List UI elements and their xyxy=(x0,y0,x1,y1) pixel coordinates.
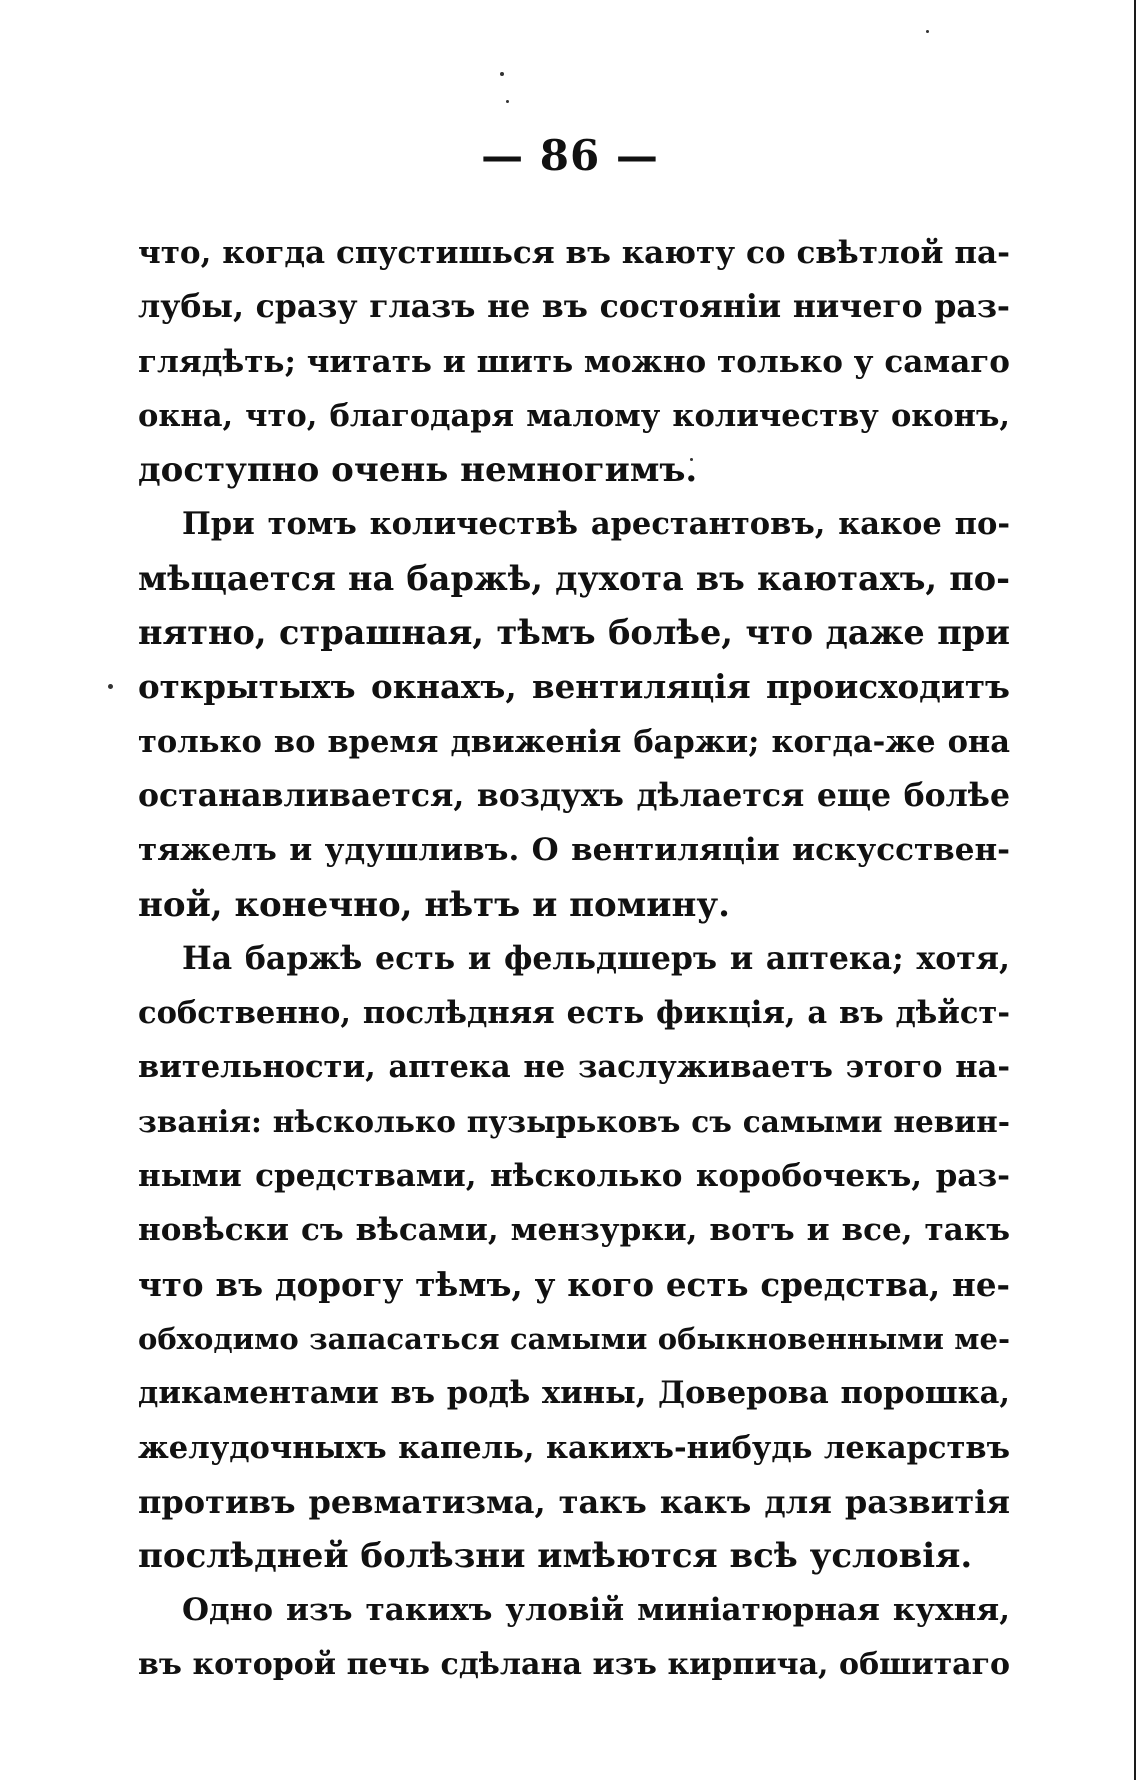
text-line: что, когда спустишься въ каюту со свѣтлой па- xyxy=(138,235,1010,271)
text-line: что въ дорогу тѣмъ, у кого есть средства, не- xyxy=(138,1264,1010,1304)
text-line: глядѣть; читать и шить можно только у самаго xyxy=(138,343,1010,380)
text-line: мѣщается на баржѣ, духота въ каютахъ, по- xyxy=(138,558,1010,598)
text-line: собственно, послѣдняя есть фикція, а въ дѣйст- xyxy=(138,995,1010,1032)
text-line: ными средствами, нѣсколько коробочекъ, раз- xyxy=(138,1158,1010,1195)
print-speck xyxy=(500,72,504,76)
text-line: вительности, аптека не заслуживаетъ этого на- xyxy=(138,1049,1010,1086)
text-line: въ которой печь сдѣлана изъ кирпича, обшитаго xyxy=(138,1646,1010,1682)
text-line: открытыхъ окнахъ, вентиляція происходитъ xyxy=(138,667,1010,707)
page-edge-line xyxy=(1134,0,1136,1780)
text-line: останавливается, воздухъ дѣлается еще болѣе xyxy=(138,776,1010,814)
text-line: тяжелъ и удушливъ. О вентиляціи искусствен- xyxy=(138,832,1010,869)
text-line: нятно, страшная, тѣмъ болѣе, что даже при xyxy=(138,613,1010,653)
text-line: послѣдней болѣзни имѣются всѣ условія. xyxy=(138,1536,973,1577)
text-line: Одно изъ такихъ уловій миніатюрная кухня, xyxy=(182,1592,1010,1629)
print-speck xyxy=(108,684,113,689)
text-line: дикаментами въ родѣ хины, Доверова порошка, xyxy=(138,1375,1010,1412)
text-line: желудочныхъ капель, какихъ-нибудь лекарствъ xyxy=(138,1429,1010,1466)
text-line: обходимо запасаться самыми обыкновенными ме- xyxy=(138,1321,1010,1356)
text-line: новѣски съ вѣсами, мензурки, вотъ и все, такъ xyxy=(138,1212,1010,1249)
text-line: только во время движенія баржи; когда-же она xyxy=(138,723,1010,760)
print-speck xyxy=(926,30,929,33)
text-line: окна, что, благодаря малому количеству оконъ, xyxy=(138,397,1010,434)
print-speck xyxy=(506,100,509,103)
text-line: лубы, сразу глазъ не въ состояніи ничего раз- xyxy=(138,288,1010,326)
text-line: званія: нѣсколько пузырьковъ съ самыми невин- xyxy=(138,1103,1010,1139)
page-number: — 86 — xyxy=(481,131,659,180)
text-line: При томъ количествѣ арестантовъ, какое по- xyxy=(182,506,1010,543)
text-line: противъ ревматизма, такъ какъ для развитія xyxy=(138,1482,1010,1521)
text-line: ной, конечно, нѣтъ и помину. xyxy=(138,884,730,925)
text-line: На баржѣ есть и фельдшеръ и аптека; хотя, xyxy=(182,939,1010,977)
text-line: доступно очень немногимъ. xyxy=(138,450,698,491)
body-text xyxy=(138,226,1010,1692)
